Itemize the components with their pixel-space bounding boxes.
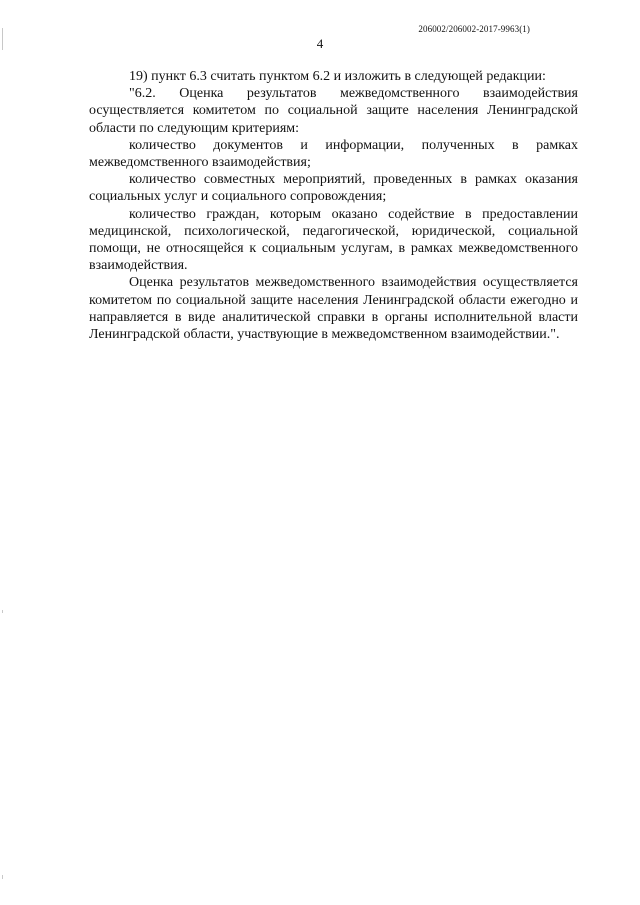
page-number: 4 [316,36,324,51]
paragraph-evaluation: Оценка результатов межведомственного взаимодействия осуществляется комитетом по социальной защите населения Ленинградской области ежегодно и направляется в виде аналитической справки в органы исполнительной власти Ленинградской области, участвующие в межведомственном взаимодействии.". [89,275,578,343]
document-code: 206002/206002-2017-9963(1) [418,24,530,34]
paragraph-criterion-citizens: количество граждан, которым оказано содействие в предоставлении медицинской, психологической, педагогической, юридической, социальной помощи, не относящейся к социальным услугам, в рамках межведомственного взаимодействия. [89,206,578,274]
scan-margin-mark [2,875,3,879]
paragraph-item-19: 19) пункт 6.3 считать пунктом 6.2 и изложить в следующей редакции: [129,69,546,84]
paragraph-criterion-events: количество совместных мероприятий, проведенных в рамках оказания социальных услуг и социального сопровождения; [89,172,578,205]
scan-margin-mark [2,610,3,613]
paragraph-criterion-documents: количество документов и информации, полученных в рамках межведомственного взаимодействия; [89,137,578,171]
document-body [89,68,578,343]
paragraph-6-2-intro: "6.2. Оценка результатов межведомственного взаимодействия осуществляется комитетом по социальной защите населения Ленинградской области по следующим критериям: [89,86,578,136]
